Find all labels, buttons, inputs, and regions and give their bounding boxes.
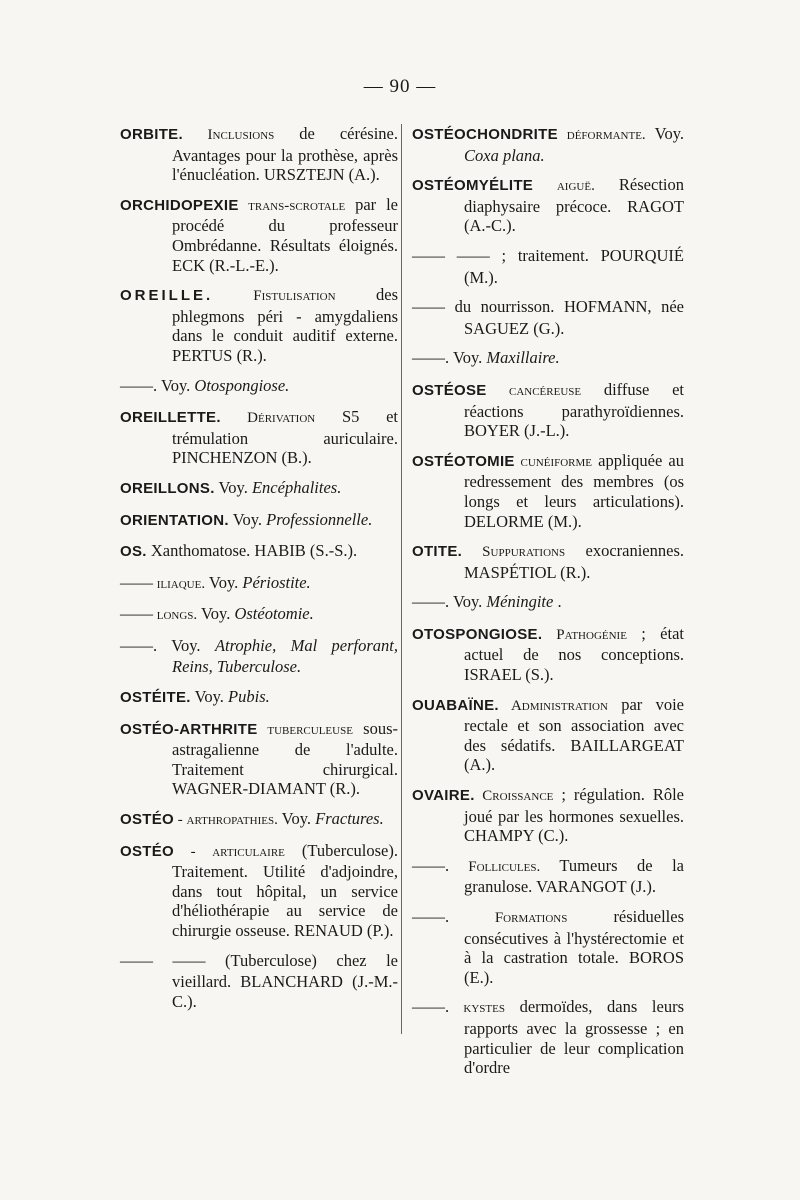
index-entry — [412, 856, 684, 897]
entry-text: de cérésine. Avantages pour la prothèse, après l'énucléation. URSZTEJN (A.). — [172, 124, 398, 185]
index-entry — [412, 246, 684, 287]
entry-qualifier: tuberculeuse — [257, 721, 353, 738]
entry-qualifier: trans-scrotale — [238, 197, 346, 214]
entry-text: Voy. — [645, 124, 684, 143]
entry-text: Tumeurs de la granulose. VARANGOT (J.). — [464, 855, 684, 897]
entry-text: Xanthomatose. HABIB (S.-S.). — [146, 541, 358, 561]
entry-qualifier: - arthropathies. — [174, 812, 278, 829]
entry-reference: Fractures. — [315, 809, 384, 829]
entry-text: du nourrisson. HOFMANN, née SAGUEZ (G.). — [445, 297, 684, 338]
entry-text: par voie rectale et son association avec des sédatifs. BAILLARGEAT (A.). — [464, 694, 684, 775]
index-entry — [412, 624, 684, 685]
entry-dash: ——. — [412, 592, 450, 612]
entry-qualifier: Dérivation — [220, 410, 316, 427]
entry-text: Voy. — [157, 375, 195, 395]
index-entry — [120, 285, 398, 365]
index-entry — [412, 997, 684, 1077]
entry-headword: OVAIRE. — [412, 787, 475, 805]
entry-dash: ——. — [412, 855, 450, 875]
entry-dash: —— —— — [120, 950, 206, 970]
entry-qualifier: Inclusions — [182, 127, 275, 143]
entry-qualifier: longs. — [153, 607, 198, 624]
entry-headword: OTOSPONGIOSE. — [412, 625, 543, 643]
entry-headword: OSTÉO-ARTHRITE — [120, 720, 258, 738]
entry-reference: Otospongiose. — [194, 375, 290, 395]
index-entry — [120, 124, 398, 185]
entry-text: Voy. — [277, 809, 316, 829]
index-entry — [412, 785, 684, 846]
entry-tail: . — [553, 592, 562, 612]
entry-text: par le procédé du professeur Ombrédanne. Résultats éloignés. ECK (R.-L.-E.). — [172, 194, 398, 275]
entry-headword: OREILLE. — [120, 287, 214, 305]
entry-text: Voy. — [228, 509, 267, 529]
entry-headword: OSTÉOMYÉLITE — [412, 177, 534, 195]
entry-headword: OSTÉITE. — [120, 689, 191, 707]
left-column — [120, 124, 398, 1021]
entry-reference: Coxa plana. — [464, 145, 545, 165]
entry-reference: Maxillaire. — [486, 348, 560, 368]
entry-dash: —— —— — [412, 245, 490, 265]
index-entry — [412, 380, 684, 441]
index-entry — [120, 636, 398, 677]
index-entry — [120, 573, 398, 595]
index-entry — [412, 907, 684, 987]
entry-text: (Tuberculose). Traitement. Utilité d'adjoindre, dans tout hôpital, un service d'héliothérapie au service de chirurgie osseuse. RENAUD (P.). — [172, 840, 398, 940]
entry-text: diffuse et réactions parathyroïdiennes. BOYER (J.-L.). — [464, 379, 684, 441]
entry-qualifier: Fistulisation — [213, 288, 336, 305]
entry-headword: ORCHIDOPEXIE — [120, 196, 239, 214]
index-entry — [120, 809, 398, 831]
entry-dash: ——. — [412, 907, 450, 926]
entry-qualifier: Formations — [449, 910, 568, 926]
entry-text: ; traitement. POURQUIÉ (M.). — [464, 245, 685, 287]
entry-headword: OSTÉO — [120, 842, 175, 860]
index-entry — [120, 195, 398, 275]
entry-text: Résection diaphysaire précoce. RAGOT (A.-C.). — [464, 175, 684, 236]
entry-headword: OSTÉOTOMIE — [412, 452, 515, 470]
entry-qualifier: iliaque. — [153, 575, 206, 592]
entry-headword: OSTÉOSE — [412, 381, 487, 399]
entry-qualifier: Follicules. — [449, 858, 541, 875]
entry-dash: ——. — [120, 375, 158, 395]
entry-headword: OSTÉOCHONDRITE — [412, 126, 558, 143]
entry-reference: Périostite. — [242, 572, 311, 592]
entry-text: sous-astragalienne de l'adulte. Traitement chirurgical. WAGNER-DIAMANT (R.). — [172, 718, 398, 799]
index-entry — [120, 604, 398, 626]
index-entry — [120, 376, 398, 398]
column-divider — [401, 124, 402, 1034]
entry-reference: Ostéotomie. — [234, 604, 314, 624]
entry-dash: ——. — [120, 635, 158, 655]
entry-dash: —— — [120, 572, 153, 592]
entry-reference: Pubis. — [228, 687, 270, 707]
index-entry — [120, 951, 398, 1012]
index-entry — [412, 451, 684, 531]
index-entry — [412, 297, 684, 338]
entry-qualifier: cunéiforme — [514, 453, 593, 470]
entry-text: Voy. — [205, 572, 243, 592]
entry-headword: ORBITE. — [120, 126, 183, 143]
entry-text: Voy. — [190, 687, 229, 707]
page-number: — 90 — — [363, 76, 437, 97]
entry-headword: OUABAÏNE. — [412, 696, 499, 714]
entry-dash: —— — [412, 297, 445, 317]
entry-text: Voy. — [197, 604, 235, 624]
entry-headword: OS. — [120, 543, 147, 561]
entry-text: des phlegmons péri - amygdaliens dans le conduit auditif externe. PERTUS (R.). — [172, 285, 399, 365]
index-entry — [412, 124, 684, 165]
entry-qualifier: Croissance — [474, 788, 554, 805]
entry-text: S5 et trémulation auriculaire. PINCHENZON (B.). — [172, 407, 398, 468]
entry-qualifier: aiguë. — [533, 178, 595, 195]
entry-text: dermoïdes, dans leurs rapports avec la grossesse ; en particulier de leur complication d'ordre — [464, 997, 684, 1078]
entry-text: exocraniennes. MASPÉTIOL (R.). — [464, 541, 684, 582]
entry-qualifier: Administration — [498, 697, 608, 714]
index-entry — [412, 695, 684, 775]
index-entry — [120, 407, 398, 468]
entry-headword: ORIENTATION. — [120, 511, 229, 529]
entry-text: appliquée au redressement des membres (os longs et leurs articulations). DELORME (M.). — [464, 450, 684, 531]
index-entry — [412, 175, 684, 236]
entry-headword: OTITE. — [412, 543, 463, 561]
entry-text: Voy. — [214, 477, 252, 497]
index-entry — [120, 510, 398, 532]
entry-qualifier: cancéreuse — [486, 382, 582, 399]
entry-reference: Méningite — [486, 592, 554, 612]
entry-text: ; état actuel de nos conceptions. ISRAEL (S.). — [464, 623, 684, 685]
entry-reference: Atrophie, Mal perforant, Reins, Tuberculose. — [172, 635, 398, 677]
index-entry — [412, 541, 684, 582]
entry-qualifier: kystes — [449, 1000, 505, 1017]
entry-dash: ——. — [412, 997, 450, 1017]
entry-text: (Tuberculose) chez le vieillard. BLANCHARD (J.-M.-C.). — [172, 950, 399, 1011]
index-entry — [120, 841, 398, 941]
entry-headword: OREILLETTE. — [120, 409, 221, 427]
entry-text: Voy. — [449, 592, 487, 612]
entry-qualifier: Suppurations — [462, 544, 566, 561]
entry-qualifier: Pathogénie — [542, 626, 627, 643]
entry-text: Voy. — [157, 635, 215, 655]
index-entry — [412, 592, 684, 614]
entry-qualifier: déformante. — [557, 127, 646, 143]
index-entry — [120, 719, 398, 799]
entry-text: résiduelles consécutives à l'hystérectomie et à la castration totale. BOROS (E.). — [464, 907, 684, 987]
entry-reference: Encéphalites. — [251, 477, 342, 497]
entry-headword: OSTÉO — [120, 811, 175, 829]
index-entry — [412, 348, 684, 370]
entry-reference: Professionnelle. — [266, 509, 373, 529]
entry-dash: ——. — [412, 348, 450, 368]
index-entry — [120, 541, 398, 563]
entry-qualifier: - articulaire — [174, 843, 285, 860]
entry-headword: OREILLONS. — [120, 479, 215, 497]
index-entry — [120, 687, 398, 709]
entry-text: ; régulation. Rôle joué par les hormones sexuelles. CHAMPY (C.). — [464, 785, 684, 846]
right-column — [412, 124, 684, 1088]
index-entry — [120, 478, 398, 500]
entry-dash: —— — [120, 604, 153, 624]
entry-text: Voy. — [449, 348, 487, 368]
